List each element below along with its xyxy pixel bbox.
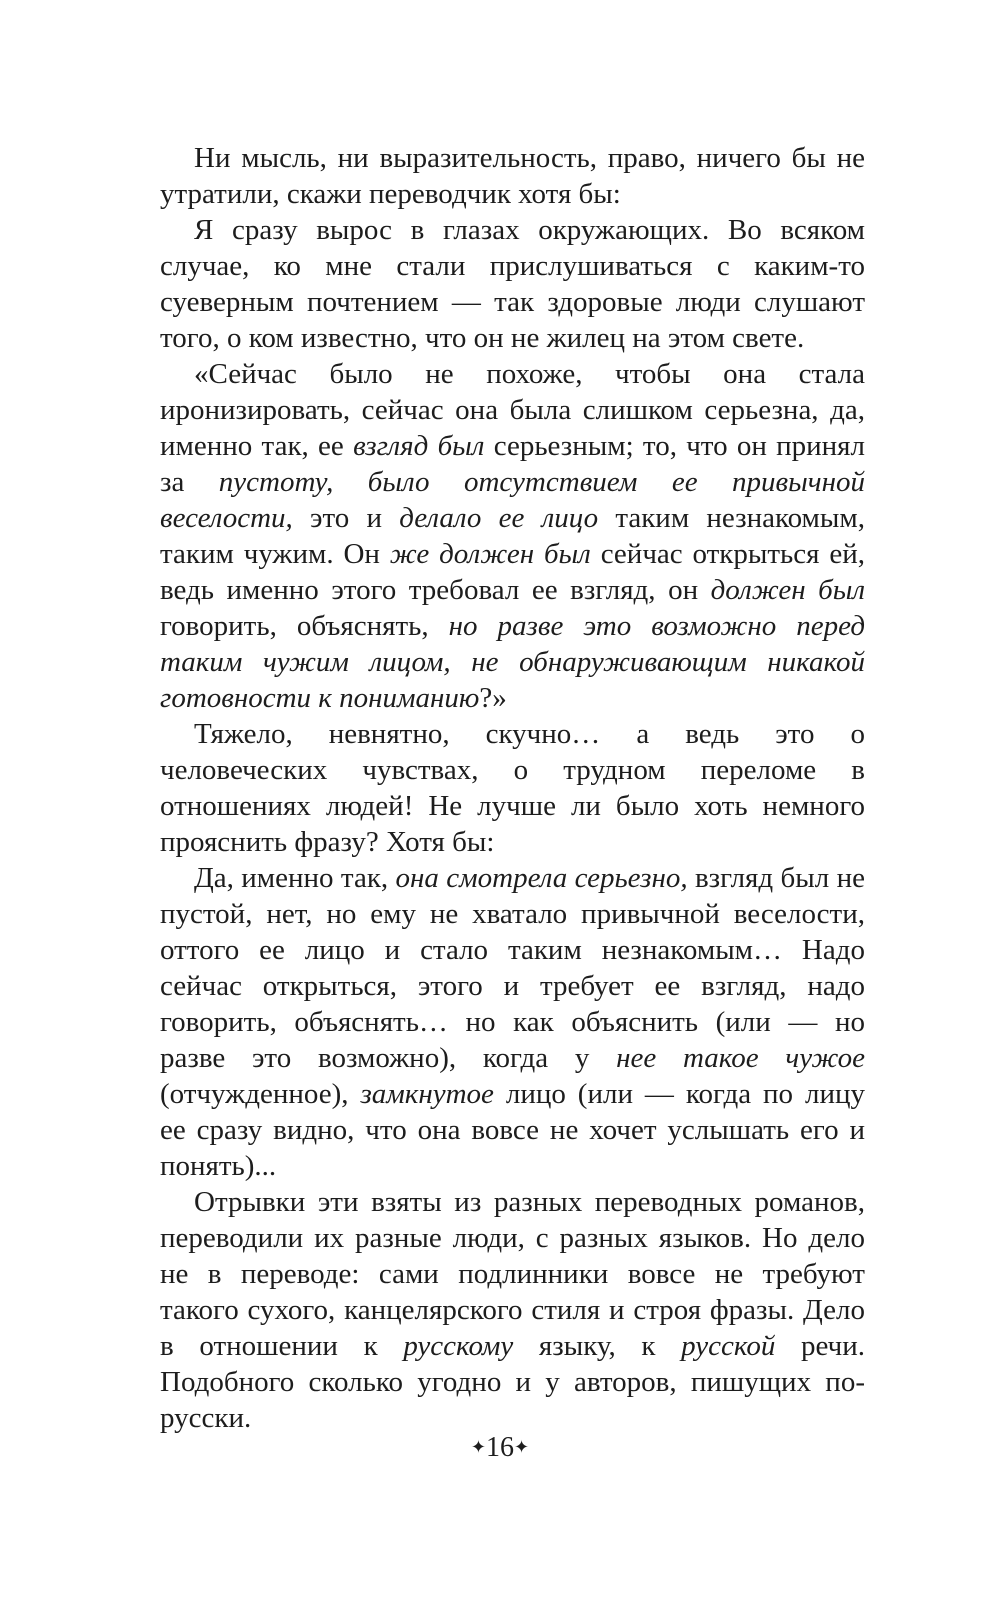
text-run: взгляд был не пустой, нет, но ему не хватало привычной веселости, оттого ее лицо и стало таким незнакомым… Надо сейчас открыться, этого и требует ее взгляд, надо говорить, объяснять… но как объяснить (или — но разве это возможно), когда у [160,862,865,1074]
text-run: это и [292,502,400,534]
paragraph [160,140,865,212]
page-number-footer [0,1432,1000,1464]
text-run: говорить, объяснять, [160,610,449,642]
left-star-ornament-icon: ✦ [470,1437,486,1457]
right-star-ornament-icon: ✦ [514,1437,530,1457]
text-run: ?» [479,682,507,714]
text-run: Да, именно так, [194,862,396,894]
paragraph [160,356,865,716]
text-run: (отчужденное), [160,1078,361,1110]
italic-text: она смотрела серьезно, [395,862,688,894]
italic-text: должен был [710,574,865,606]
italic-text: же должен был [389,538,591,570]
page-number: 16 [486,1432,514,1463]
text-run: серьезным; то, что он принял за [160,430,865,498]
italic-text: нее такое чужое [616,1042,865,1074]
text-run: речи. Подобного сколько угодно и у авторов, пишущих по-русски. [160,1330,865,1434]
italic-text: пустоту, было отсутствием ее привычной веселости, [160,466,865,534]
italic-text: делало ее лицо [399,502,599,534]
italic-text: но разве это возможно перед таким чужим лицом, не обнаруживающим никакой готовности к пониманию [160,610,865,714]
italic-text: замкнутое [360,1078,494,1110]
text-run: таким незнакомым, таким чужим. Он [160,502,865,570]
text-run: языку, к [513,1330,682,1362]
paragraph [160,212,865,356]
italic-text: взгляд был [353,430,485,462]
text-run: Отрывки эти взяты из разных переводных романов, переводили их разные люди, с разных языков. Но дело не в переводе: сами подлинники вовсе не требуют такого сухого, канцелярского стиля и строя фразы. Дело в отношении к [160,1186,865,1362]
text-run: лицо (или — когда по лицу ее сразу видно, что она вовсе не хочет услышать его и понять)... [160,1078,865,1182]
text-run: Я сразу вырос в глазах окружающих. Во всяком случае, ко мне стали прислушиваться с каким-то суеверным почтением — так здоровые люди слушают того, о ком известно, что он не жилец на этом свете. [160,214,865,354]
italic-text: русскому [403,1330,514,1362]
paragraph [160,1184,865,1436]
page-text [160,140,865,1436]
text-run: сейчас открыться ей, ведь именно этого требовал ее взгляд, он [160,538,866,606]
paragraph [160,716,865,860]
text-run: «Сейчас было не похоже, чтобы она стала иронизировать, сейчас она была слишком серьезна, да, именно так, ее [160,358,865,462]
italic-text: русской [681,1330,776,1362]
text-run: Ни мысль, ни выразительность, право, ничего бы не утратили, скажи переводчик хотя бы: [160,142,865,210]
paragraph [160,860,865,1184]
text-run: Тяжело, невнятно, скучно… а ведь это о человеческих чувствах, о трудном переломе в отношениях людей! Не лучше ли было хоть немного прояснить фразу? Хотя бы: [160,718,865,858]
